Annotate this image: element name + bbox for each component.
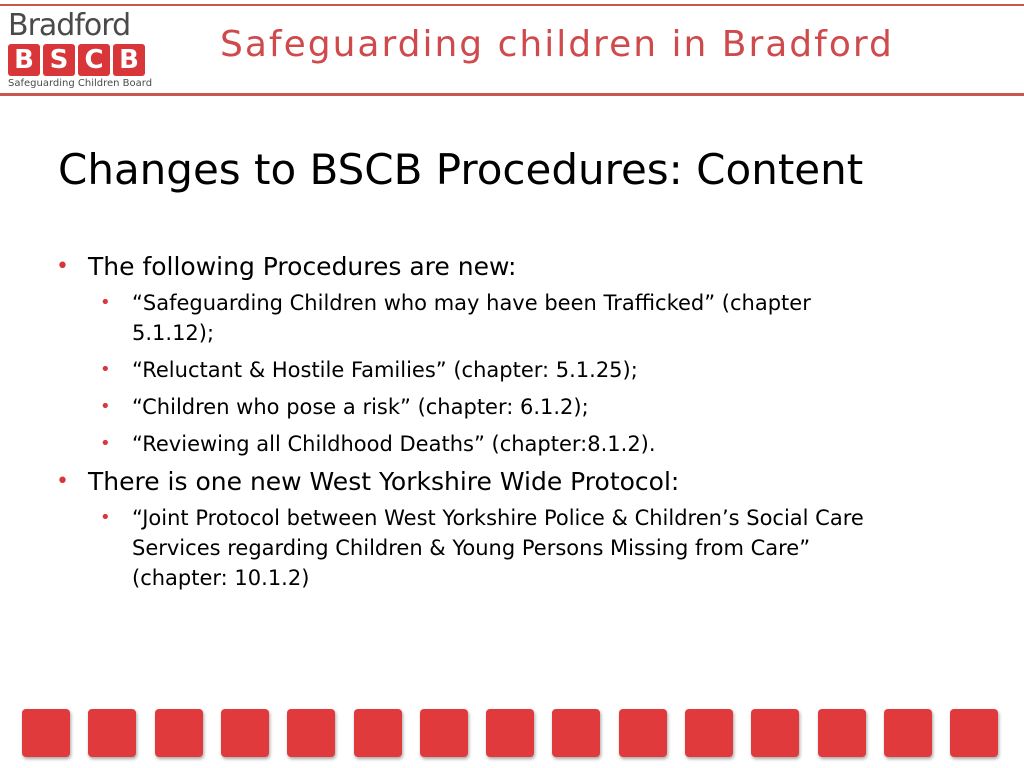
- bullet-level2: [48, 288, 892, 348]
- header-title: Safeguarding children in Bradford: [220, 24, 894, 65]
- logo-tile: B: [8, 44, 40, 76]
- footer-tile-strip: [22, 709, 1002, 759]
- logo-tile: S: [43, 44, 75, 76]
- bullet-sublist: [48, 288, 948, 459]
- bullet-text: There is one new West Yorkshire Wide Protocol:: [88, 467, 680, 496]
- footer-tile: [818, 709, 866, 757]
- bullet-dot-icon: •: [56, 254, 69, 279]
- footer-tile: [619, 709, 667, 757]
- footer-tile: [685, 709, 733, 757]
- bullet-text: “Safeguarding Children who may have been Trafficked” (chapter 5.1.12);: [132, 291, 811, 345]
- bullet-level2: [48, 392, 892, 422]
- bullet-sublist: [48, 503, 948, 593]
- logo-wordmark: Bradford: [8, 8, 131, 43]
- header-top-rule: [0, 4, 1024, 6]
- footer-tile: [155, 709, 203, 757]
- bullet-dot-icon: •: [100, 292, 111, 313]
- bullet-dot-icon: •: [100, 507, 111, 528]
- bullet-text: “Reluctant & Hostile Families” (chapter: 5.1.25);: [132, 358, 638, 382]
- header-band: [0, 0, 1024, 96]
- footer-tile: [486, 709, 534, 757]
- footer-tile: [354, 709, 402, 757]
- bullet-dot-icon: •: [100, 433, 111, 454]
- bullet-text: “Children who pose a risk” (chapter: 6.1.2);: [132, 395, 589, 419]
- bullet-text: “Joint Protocol between West Yorkshire Police & Children’s Social Care Services regarding Children & Young Persons Missing from Care” (chapter: 10.1.2): [132, 506, 864, 590]
- footer-tile: [287, 709, 335, 757]
- logo-tile: C: [78, 44, 110, 76]
- logo-tile: B: [113, 44, 145, 76]
- logo-letter-tiles: [8, 44, 145, 76]
- footer-tile: [552, 709, 600, 757]
- footer-tile: [88, 709, 136, 757]
- footer-tile: [751, 709, 799, 757]
- bullet-text: The following Procedures are new:: [88, 252, 517, 281]
- bullet-level2: [48, 503, 892, 593]
- bullet-dot-icon: •: [56, 469, 69, 494]
- footer-tile: [884, 709, 932, 757]
- header-bottom-rule: [0, 93, 1024, 96]
- slide-title: Changes to BSCB Procedures: Content: [58, 145, 864, 194]
- slide-body: [48, 252, 948, 601]
- logo-subtitle: Safeguarding Children Board: [8, 78, 153, 89]
- bullet-dot-icon: •: [100, 359, 111, 380]
- bullet-text: “Reviewing all Childhood Deaths” (chapter:8.1.2).: [132, 432, 656, 456]
- footer-tile: [221, 709, 269, 757]
- footer-tile: [950, 709, 998, 757]
- bullet-level1: [48, 252, 948, 282]
- footer-tile: [22, 709, 70, 757]
- bullet-level2: [48, 429, 892, 459]
- bullet-level1: [48, 467, 948, 497]
- footer-tile: [420, 709, 468, 757]
- bscb-logo: [6, 10, 156, 90]
- bullet-level2: [48, 355, 892, 385]
- bullet-dot-icon: •: [100, 396, 111, 417]
